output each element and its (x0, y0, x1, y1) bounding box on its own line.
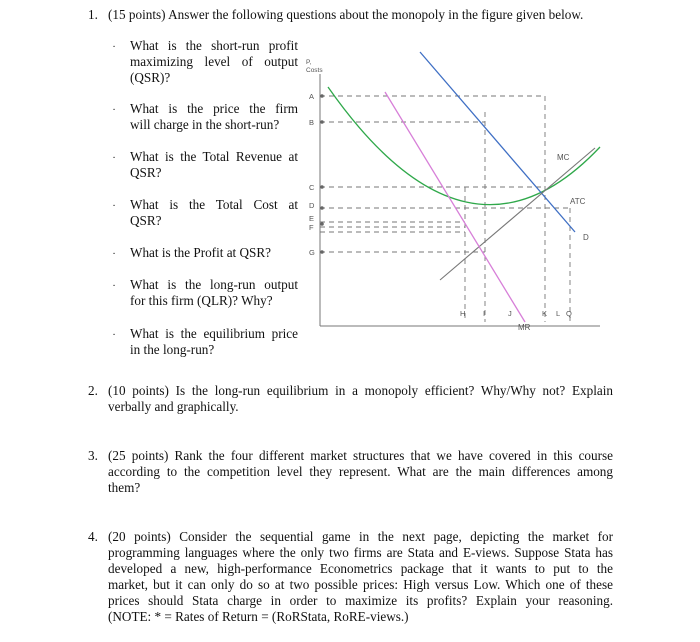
question-line: programming languages where the only two firms are Stata and E-views. Suppose Stata has (108, 545, 613, 560)
point-label-g: G (309, 248, 315, 257)
question-3-number: 3. (88, 448, 98, 463)
subquestion-qsr (130, 38, 298, 86)
question-3-text (108, 448, 613, 496)
question-1-intro: (15 points) Answer the following questions about the monopoly in the figure given below. (108, 7, 584, 22)
bullet: · (112, 281, 116, 292)
bullet: · (112, 105, 116, 116)
question-1-number: 1. (88, 7, 98, 22)
question-line: market, but it can only do so at two possible prices: High versus Low. Which one of these (108, 577, 613, 592)
bullet: · (112, 153, 116, 164)
subquestion-line: What is the Total Revenue at (130, 149, 298, 164)
point-label-l: L (556, 309, 561, 318)
question-4-text (108, 529, 613, 625)
subquestion-line: QSR? (130, 165, 162, 180)
point-label-j: J (508, 309, 512, 318)
question-4-number: 4. (88, 529, 98, 544)
subquestion-long-run-price (130, 326, 298, 358)
point-label-i: I (483, 309, 486, 318)
point-label-b: B (309, 118, 315, 127)
question-line: developed a new, high-performance Econometrics package that it wants to put to the (108, 561, 613, 576)
point-label-d: D (309, 201, 315, 210)
y-axis-label: P, (306, 59, 312, 66)
subquestion-line: What is the short-run profit (130, 38, 298, 53)
price-point-markers (320, 94, 324, 254)
question-line: (NOTE: * = Rates of Return = (RoRStata, RoRE-views.) (108, 609, 409, 624)
subquestion-price (130, 101, 298, 133)
question-line: (25 points) Rank the four different market structures that we have covered in this course (108, 448, 613, 463)
point-label-q: Q (566, 309, 572, 318)
y-axis-label: Costs (306, 67, 323, 74)
point-label-e: E (309, 214, 315, 223)
subquestion-line: What is the Total Cost at (130, 197, 298, 212)
question-2-number: 2. (88, 383, 98, 398)
quantity-point-labels (460, 309, 572, 318)
subquestion-line: What is the long-run output (130, 277, 298, 292)
monopoly-graph (300, 52, 610, 342)
subquestion-long-run-output (130, 277, 298, 309)
curve-labels (518, 153, 589, 332)
point-label-f: F (309, 223, 314, 232)
subquestion-line: (QSR)? (130, 70, 171, 85)
question-line: (20 points) Consider the sequential game in the next page, depicting the market for (108, 529, 613, 544)
mc-curve (440, 148, 595, 280)
subquestion-line: What is the Profit at QSR? (130, 245, 272, 260)
point-label-c: C (309, 183, 315, 192)
question-line: them? (108, 480, 141, 495)
subquestion-line: in the long-run? (130, 342, 215, 357)
mc-label: MC (557, 153, 570, 162)
question-line: verbally and graphically. (108, 399, 239, 414)
question-line: prices should Stata charge in order to maximize its profits? Explain your reasoning. (108, 593, 613, 608)
question-line: (10 points) Is the long-run equilibrium in a monopoly efficient? Why/Why not? Explain (108, 383, 613, 398)
bullet: · (112, 42, 116, 53)
subquestion-line: for this firm (QLR)? Why? (130, 293, 273, 308)
question-line: according to the competition level they represent. What are the main differences among (108, 464, 613, 479)
point-label-h: H (460, 309, 466, 318)
subquestion-line: will charge in the short-run? (130, 117, 280, 132)
subquestion-total-revenue (130, 149, 298, 181)
subquestion-line: What is the price the firm (130, 101, 298, 116)
atc-label: ATC (570, 197, 586, 206)
subquestion-total-cost (130, 197, 298, 229)
point-label-k: K (542, 309, 548, 318)
subquestion-profit (130, 245, 298, 261)
subquestion-line: maximizing level of output (130, 54, 298, 69)
point-label-a: A (309, 92, 315, 101)
subquestion-line: QSR? (130, 213, 162, 228)
price-point-labels (309, 92, 315, 257)
mr-curve (385, 92, 525, 322)
price-guides (320, 96, 570, 322)
subquestion-line: What is the equilibrium price (130, 326, 298, 341)
question-2-text (108, 383, 613, 415)
mr-label: MR (518, 323, 531, 332)
bullet: · (112, 201, 116, 212)
demand-label: D (583, 233, 589, 242)
bullet: · (112, 330, 116, 341)
bullet: · (112, 249, 116, 260)
